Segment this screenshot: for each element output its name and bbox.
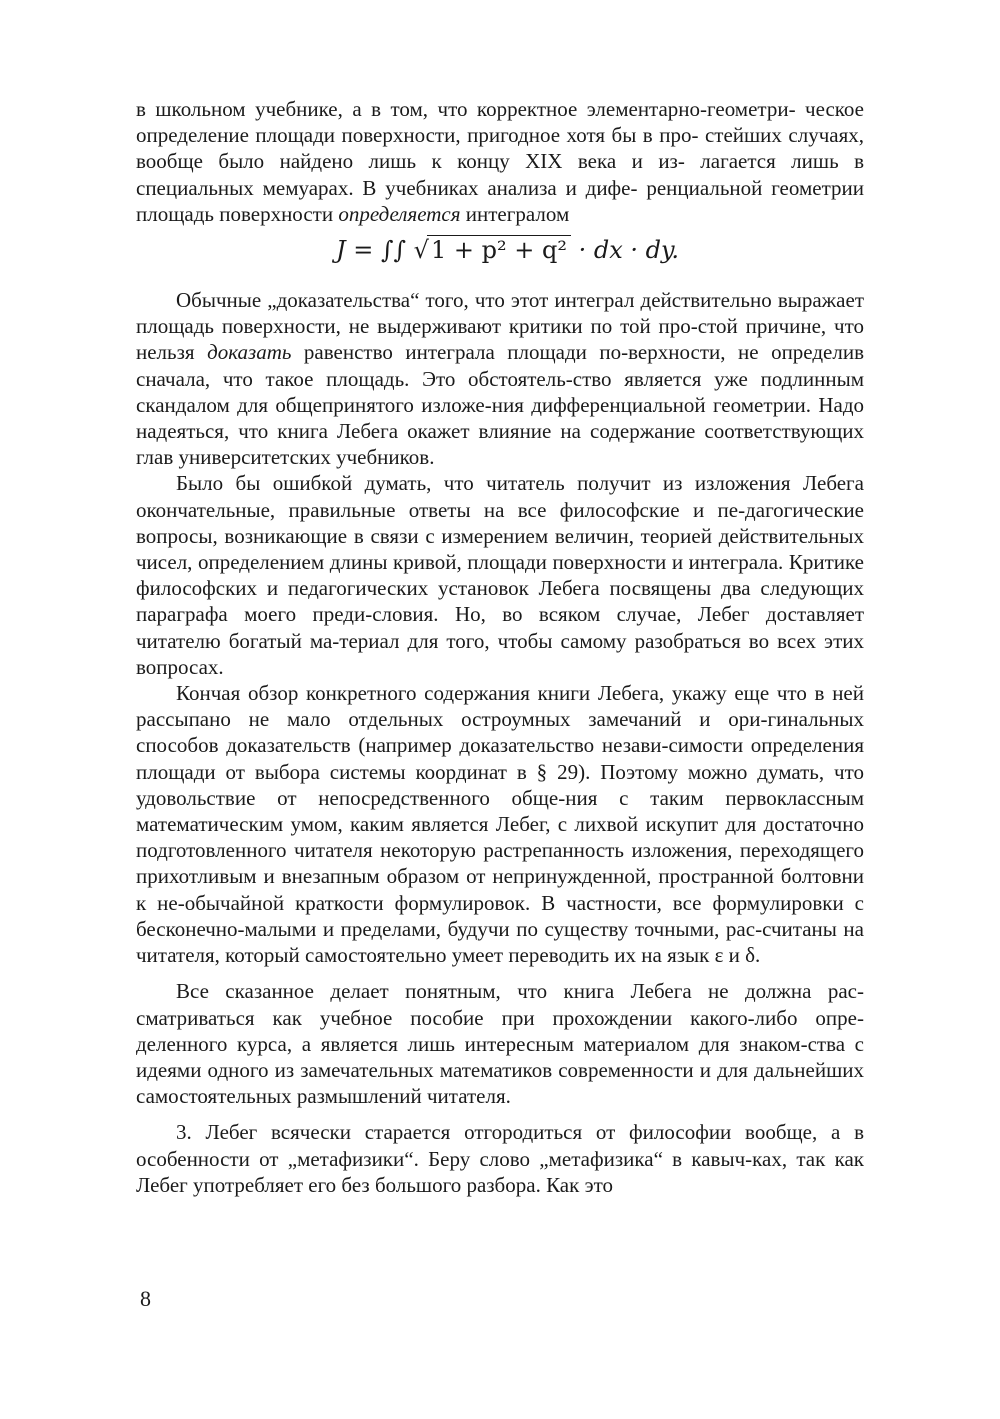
- paragraph-3: Было бы ошибкой думать, что читатель получит из изложения Лебега окончательные, правильные ответы на все философские и пе-дагогические вопросы, возникающие в связи с измерением величин, теорией действительных чисел, определением длины кривой, площади поверхности и интеграла. Критике философских и педагогических установок Лебега посвящены два следующих параграфа моего преди-словия. Но, во всяком случае, Лебег доставляет читателю богатый ма-териал для того, чтобы самому разобраться во всех этих вопросах.: [136, 471, 864, 679]
- emphasis-prove: доказать: [207, 340, 292, 365]
- page-body: [136, 96, 864, 1198]
- formula-radicand: 1 + p² + q²: [427, 235, 571, 264]
- formula-equals: =: [353, 236, 374, 265]
- paragraph-1-line-2: ческое определение площади поверхности, пригодное хотя бы в про-: [136, 97, 864, 148]
- paragraph-6: 3. Лебег всячески старается отгородиться от философии вообще, а в особенности от „метафизики“. Беру слово „метафизика“ в кавыч-ках, так как Лебег употребляет его без большого разбора. Как это: [136, 1120, 864, 1197]
- paragraph-1-line-4: лагается лишь в специальных мемуарах. В учебниках анализа и дифе-: [136, 149, 864, 200]
- paragraph-1-line-1: в школьном учебнике, а в том, что корректное элементарно-геометри-: [136, 97, 796, 121]
- emphasis-defined: определяется: [338, 201, 461, 226]
- formula-double-integral: ∫∫: [381, 236, 407, 265]
- surface-area-formula: [136, 229, 864, 285]
- formula-differentials: · dx · dy.: [578, 236, 679, 265]
- paragraph-2-end: равенство интеграла площади по-верхности, не определив сначала, что такое площадь. Это обстоятель-ство является уже подлинным скандалом для общепринятого изложе-ния дифференциальной геометрии. Надо надеяться, что книга Лебега окажет влияние на содержание соответствующих глав университетских учебников.: [136, 340, 864, 470]
- paragraph-1-line-3: стейших случаях, вообще было найдено лишь к концу XIX века и из-: [136, 123, 865, 174]
- paragraph-4: Кончая обзор конкретного содержания книги Лебега, укажу еще что в ней рассыпано не мало отдельных остроумных замечаний и ори-гинальных способов доказательств (например доказательство незави-симости определения площади от выбора системы координат в § 29). Поэтому можно думать, что удовольствие от непосредственного обще-ния с таким первоклассным математическим умом, каким является Лебег, с лихвой искупит для достаточно подготовленного читателя некоторую растрепанность изложения, переходящего прихотливым и внезапным образом от непринужденной, пространной болтовни к не-обычайной краткости формулировок. В частности, все формулировки с бесконечно-малыми и пределами, будучи по существу точными, рас-считаны на читателя, который самостоятельно умеет переводить их на язык ε и δ.: [136, 681, 864, 968]
- formula-lhs: J: [336, 236, 346, 265]
- paragraph-1-line-5-start: ренциальной геометрии площадь поверхности: [136, 175, 864, 226]
- paragraph-1-line-5-end: интегралом: [460, 201, 570, 226]
- paragraph-5: Все сказанное делает понятным, что книга Лебега не должна рас-сматриваться как учебное пособие при прохождении какого-либо опре-деленного курса, а является лишь интересным материалом для знаком-ства с идеями одного из замечательных математиков современности и для дальнейших самостоятельных размышлений читателя.: [136, 979, 864, 1109]
- paragraph-2: [136, 287, 864, 470]
- paragraph-1: [136, 96, 864, 227]
- page-number: 8: [140, 1286, 151, 1311]
- formula-radical-sign: √: [413, 236, 429, 265]
- paragraph-2-start: Обычные „доказательства“ того, что этот интеграл действительно выражает площадь поверхности, не выдерживают критики по той про-стой причине, что нельзя: [136, 288, 864, 365]
